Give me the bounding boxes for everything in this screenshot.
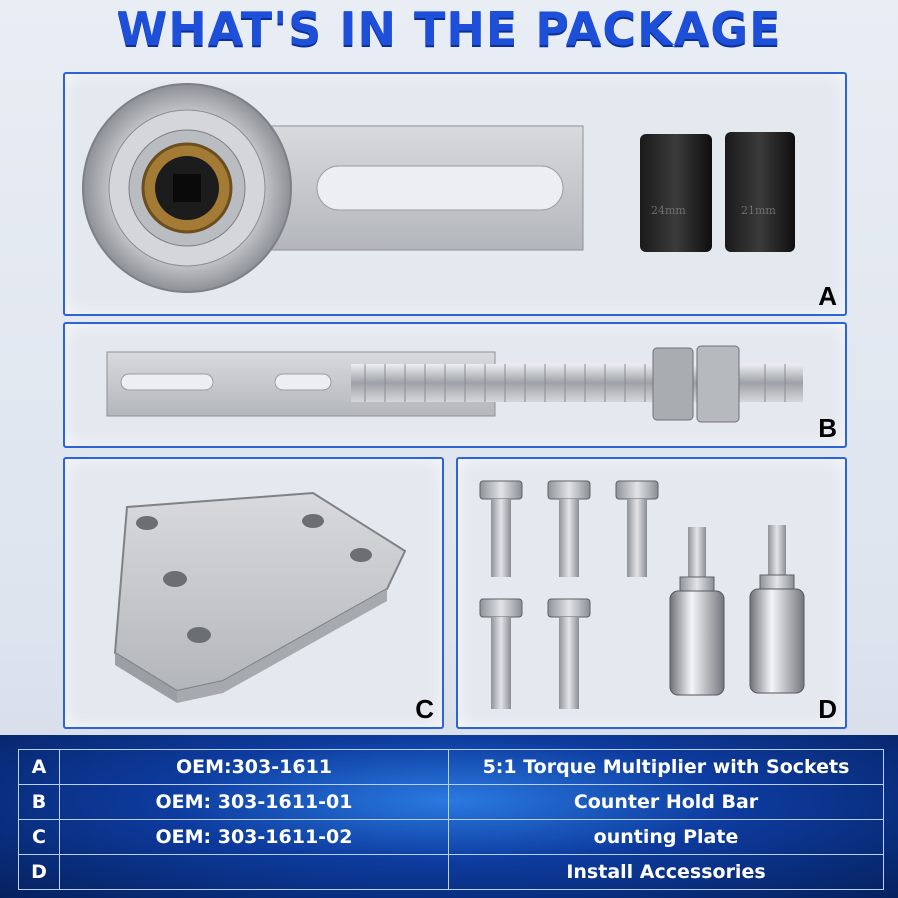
- row-desc: 5:1 Torque Multiplier with Sockets: [449, 750, 884, 785]
- row-key: C: [19, 820, 60, 855]
- install-accessories-image: [458, 459, 845, 727]
- row-key: A: [19, 750, 60, 785]
- table-row: [19, 820, 884, 855]
- socket-label-21mm: 21mm: [741, 204, 776, 217]
- spec-table: [18, 749, 884, 890]
- stud-spacers: [670, 525, 804, 695]
- row-desc: ounting Plate: [449, 820, 884, 855]
- panel-letter-b: B: [818, 413, 837, 443]
- spec-table-area: [0, 735, 898, 898]
- page-title: WHAT'S IN THE PACKAGE: [116, 2, 782, 56]
- mounting-plate-image: [65, 459, 442, 727]
- row-oem: [60, 855, 449, 890]
- panel-d: [456, 457, 847, 729]
- panel-letter-d: D: [818, 694, 837, 724]
- torque-multiplier-image: [65, 74, 845, 314]
- panel-letter-a: A: [818, 281, 837, 311]
- panel-letter-c: C: [415, 694, 434, 724]
- counter-hold-bar-image: [65, 324, 845, 446]
- row-desc: Counter Hold Bar: [449, 785, 884, 820]
- table-row: [19, 855, 884, 890]
- row-oem: OEM:303-1611: [60, 750, 449, 785]
- row-oem: OEM: 303-1611-02: [60, 820, 449, 855]
- panel-a: [63, 72, 847, 316]
- panel-b: [63, 322, 847, 448]
- flange-bolts: [480, 481, 658, 709]
- row-oem: OEM: 303-1611-01: [60, 785, 449, 820]
- row-key: B: [19, 785, 60, 820]
- table-row: [19, 750, 884, 785]
- row-key: D: [19, 855, 60, 890]
- panel-c: [63, 457, 444, 729]
- socket-label-24mm: 24mm: [651, 204, 686, 217]
- table-row: [19, 785, 884, 820]
- row-desc: Install Accessories: [449, 855, 884, 890]
